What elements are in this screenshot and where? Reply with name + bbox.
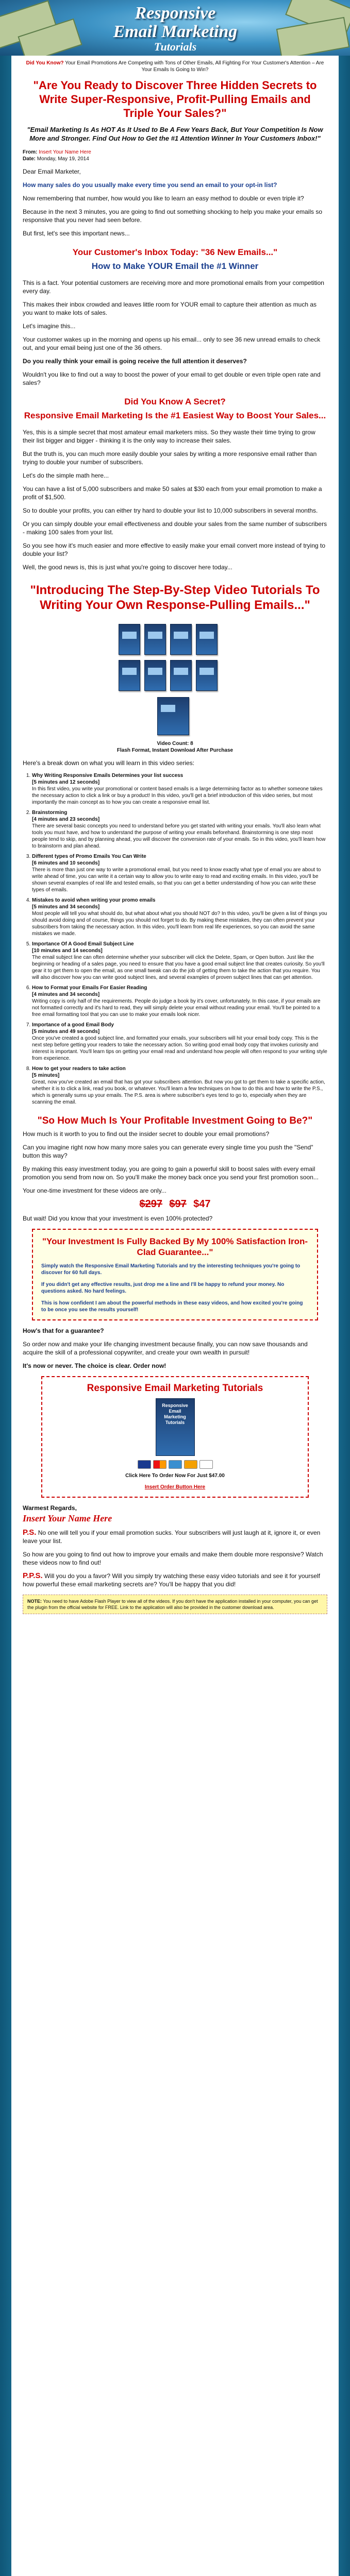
amex-card-icon [169,1460,182,1469]
price-para: Your one-time investment for these videos are only... [23,1187,166,1194]
order-cta-text: Click Here To Order Now For Just $47.00 [125,1473,225,1479]
closing-cta: It's now or never. The choice is clear. Order now! [23,1362,166,1369]
guarantee-para: If you didn't get any effective results, just drop me a line and I'll be happy to refund your money. No questions asked. No hard feelings. [41,1282,285,1294]
price-para: How much is it worth to you to find out the insider secret to double your email promotions? [23,1130,270,1138]
header-banner [0,0,350,56]
video-duration: [5 minutes and 49 seconds] [32,1029,100,1035]
dvd-case [170,660,192,691]
video-title: Different types of Promo Emails You Can Write [32,854,146,859]
video-title: Mistakes to avoid when writing your promo emails [32,897,156,903]
dvd-case [196,660,218,691]
inbox-section-subhead: How to Make YOUR Email the #1 Winner [91,261,259,271]
date-label: Date: [23,156,36,162]
ps-para: So how are you going to find out how to improve your emails and make them double more responsive? Watch these videos now to find out! [23,1551,323,1566]
video-duration: [4 minutes and 23 seconds] [32,817,100,822]
video-item [32,1065,327,1106]
dvd-case [144,624,166,655]
paypal-icon [199,1460,213,1469]
discover-card-icon [184,1460,197,1469]
inbox-para: This makes their inbox crowded and leaves little room for YOUR email to capture their attention as much as you want to make lots of sales. [23,301,317,316]
video-item [32,1022,327,1062]
pps-label: P.P.S. [23,1571,43,1580]
secret-para: Yes, this is a simple secret that most amateur email marketers miss. So they waste their time trying to grow their list bigger and bigger - thinking it is the only way to increase their sales. [23,429,315,444]
ps-text: No one will tell you if your email promotion sucks. Your subscribers will just laugh at it, ignore it, or even leave your list. [23,1529,321,1545]
order-box-head: Responsive Email Marketing Tutorials [87,1383,263,1394]
video-title: Importance Of A Good Email Subject Line [32,941,134,947]
caption-line-2: Flash Format, Instant Download After Purchase [116,748,234,753]
dvd-case [196,624,218,655]
video-desc: In this first video, you write your promotional or content based emails is a large determining factor as to whether someone takes the necessary action to click a link or buy a product! In this video, you'll get a brief introduction of this video series, but most importantly the main concept as to how you can create a responsive email list. [32,786,323,805]
title-line-2: Email Marketing [113,22,238,41]
video-item [32,897,327,937]
signature: Insert Your Name Here [23,1513,112,1523]
dvd-case [170,624,192,655]
video-duration: [5 minutes and 34 seconds] [32,904,100,910]
inbox-section-head: Your Customer's Inbox Today: "36 New Emails..." [72,247,278,257]
title-line-1: Responsive [135,4,216,23]
product-intro-head: "Introducing The Step-By-Step Video Tutorials To Writing Your Own Response-Pulling Emails..." [30,583,320,612]
price-section-head: "So How Much Is Your Profitable Investment Going to Be?" [37,1115,313,1126]
price-para: Can you imagine right now how many more sales you can generate every single time you push the "Send" button this way? [23,1144,313,1159]
video-duration: [5 minutes and 12 seconds] [32,779,100,785]
video-desc: The email subject line can often determine whether your subscriber will click the Delete, Spam, or Open button. Just like the beginning or heading of a sales page, you need to ensure that you have a good email subject line that creates curiosity. So you'll gear it to get them to open the email, as one small tweak can do the job of getting them to take the action that you require. You will also discover how you can write good subject lines, and several examples of proven subject lines that can get attention. [32,955,325,980]
intro-para: But first, let's see this important news... [23,230,130,237]
title-line-3: Tutorials [154,40,197,53]
video-title: Why Writing Responsive Emails Determines your list success [32,773,184,778]
ps-para [23,1529,327,1545]
video-duration: [5 minutes] [32,1073,60,1078]
pps-text: Will you do you a favor? Will you simply try watching these easy video tutorials and see it for yourself how powerful these email marketing secrets are? You'll be happy that you did! [23,1572,320,1588]
video-desc: Writing copy is only half of the requirements. People do judge a book by it's cover, unfortunately. In this case, if your emails are not formatted correctly and it's hard to read, they will simply delete your email without reading your email. You'll be pointed to a free email formatting tool that you can use to make your emails look nicer. [32,998,321,1018]
top-note-lead: Did You Know? [26,60,64,66]
product-box-image [156,1398,195,1456]
video-title: Brainstorming [32,810,68,816]
sub-headline: "Email Marketing Is As HOT As It Used to Be A Few Years Back, But Your Competition Is Now More and Stronger. Find Out How to Get the #1 Attention Winner In Your Customers Inbox!" [27,126,323,142]
video-desc: There is more than just one way to write a promotional email, but you need to know exactly what type of email you are about to write ahead of time, you can write it a certain way to allow you to write easy to read and exciting emails. In this video, you'll be shown several examples of real life and tested emails, so that you can get a better understanding of how you can write these types of emails. [32,867,321,893]
dvd-case [119,624,140,655]
video-item [32,772,327,806]
secret-section-subhead: Responsive Email Marketing Is the #1 Easiest Way to Boost Your Sales... [24,411,326,420]
video-desc: Most people will tell you what should do, but what about what you should NOT do? In this video, you'll be given a list of things you should avoid doing and of course, things you should not forget to do. By making these mistakes, they can often prevent your subscribers from taking the necessary action. In this video, you'll learn from real life experiences, so you can avoid the same mistakes we made. [32,911,327,937]
from-value: Insert Your Name Here [39,149,91,155]
guarantee-para: This is how confident I am about the powerful methods in these easy videos, and how excited you're going to be once you see the results yourself! [41,1300,303,1313]
mastercard-icon [153,1460,166,1469]
old-price: $297 [139,1198,163,1210]
sales-letter [11,56,339,2576]
inbox-para: Your customer wakes up in the morning and opens up his email... only to see 36 new unread emails to check out, and your email being just one of the 36 others. [23,336,321,351]
video-desc: There are several basic concepts you need to understand before you get started with writing your emails. You'll also learn what tools you must have, and how to understand the purpose of writing your emails beforehand. Brainstorming is one step most people tend to skip, and by planning ahead, you will discover the conversion rate of your emails. So in this video, you'll learn how to brainstorm and plan ahead. [32,823,326,849]
inbox-para: Let's imagine this... [23,323,76,330]
date-value: Monday, May 19, 2014 [37,156,89,162]
note-text: You need to have Adobe Flash Player to view all of the videos. If you don't have the application installed in your computer, you can get the plugin from the official website for FREE. Link to the application will also be provided in the customer download area. [27,1599,318,1610]
product-boxes-image [108,619,242,737]
secret-para: You can have a list of 5,000 subscribers and make 50 sales at $30 each from your email promotion to make a profit of $1,500. [23,485,322,501]
inbox-para: This is a fact. Your potential customers are receiving more and more promotional emails from your competition every day. [23,279,324,295]
dvd-case [144,660,166,691]
video-item [32,809,327,850]
secret-para: So to double your profits, you can either try hard to double your list to 10,000 subscribers in several months. [23,507,318,514]
video-item [32,941,327,981]
flash-note [23,1595,327,1614]
note-label: NOTE: [27,1599,42,1604]
visa-card-icon [138,1460,151,1469]
video-title: Importance of a good Email Body [32,1022,114,1028]
intro-para: Because in the next 3 minutes, you are going to find out something shocking to help you make your emails so responsive that you never had seen before. [23,208,323,224]
video-list [23,772,327,1106]
secret-para: Well, the good news is, this is just what you're going to discover here today... [23,564,232,571]
order-button-link[interactable]: Insert Order Button Here [144,1484,206,1490]
inbox-para: Do you really think your email is going receive the full attention it deserves? [23,358,247,365]
payment-cards [47,1460,303,1469]
old-price-2: $97 [169,1198,187,1210]
order-box [41,1376,309,1498]
pps-para [23,1572,327,1588]
guarantee-para: Simply watch the Responsive Email Marketing Tutorials and try the interesting techniques you're going to discover for 60 full days. [41,1263,301,1276]
closing-para: So order now and make your life changing investment because finally, you can now save thousands and acquire the skill of a professional copywriter, and create your own wealth in pursuit! [23,1341,308,1356]
price-display [23,1200,327,1209]
closing-question: How's that for a guarantee? [23,1327,104,1334]
dvd-case [119,660,140,691]
video-desc: Once you've created a good subject line, and formatted your emails, your subscribers will hit your email body copy. This is the next step before getting your readers to take the necessary action. So writing good email body copy that invokes curiosity and interest is important. You'll learn tips on getting your email read and understand how people will often respond to your writing style from experience. [32,1036,327,1061]
video-item [32,985,327,1018]
video-item [32,853,327,893]
intro-para: Dear Email Marketer, [23,168,81,175]
price-after: But wait! Did you know that your investment is even 100% protected? [23,1215,213,1222]
video-duration: [4 minutes and 34 seconds] [32,992,100,997]
product-box-label: Responsive Email Marketing Tutorials [162,1403,188,1425]
from-label: From: [23,149,38,155]
videos-lead: Here's a break down on what you will learn in this video series: [23,759,195,767]
video-desc: Great, now you've created an email that has got your subscribers attention. But now you got to get them to take a specific action, whether it is to click a link, read you book, or whatever. You'll learn a few techniques on how to do this and how to write the P.S., which is generally sums up your emails. The P.S. area is where subscriber's eyes tend to go to, especially when they are scanning the email. [32,1079,325,1105]
video-title: How to Format your Emails For Easier Reading [32,985,147,991]
main-headline: "Are You Ready to Discover Three Hidden Secrets to Write Super-Responsive, Profit-Pulling Emails and Triple Your Sales?" [33,79,317,120]
signoff-line: Warmest Regards, [23,1504,77,1512]
money-bill-decoration [276,17,349,56]
video-title: How to get your readers to take action [32,1066,126,1072]
video-duration: [10 minutes and 14 seconds] [32,948,103,954]
secret-para: Let's do the simple math here... [23,472,109,479]
ps-label: P.S. [23,1528,37,1537]
new-price: $47 [193,1198,211,1210]
letter-meta [23,149,327,162]
dvd-case [157,697,189,735]
product-caption [23,740,327,754]
guarantee-box [32,1229,318,1320]
caption-line-1: Video Count: 8 [157,741,193,747]
secret-para: So you see how it's much easier and more effective to easily make your email convert more instead of trying to double your list? [23,542,326,557]
secret-section-head: Did You Know A Secret? [124,397,226,406]
guarantee-head: "Your Investment Is Fully Backed By My 100% Satisfaction Iron-Clad Guarantee..." [42,1236,308,1257]
site-title [77,4,273,41]
intro-para: How many sales do you usually make every time you send an email to your opt-in list? [23,181,277,189]
top-note [23,60,327,73]
top-note-text: Your Email Promotions Are Competing with Tons of Other Emails, All Fighting For Your Customer's Attention – Are Your Emails Is Going to Win? [65,60,324,73]
video-duration: [6 minutes and 10 seconds] [32,860,100,866]
price-para: By making this easy investment today, you are going to gain a powerful skill to boost sales with every email promotion you send from now on. So you'll make the money back once you send your first promotion soon... [23,1165,319,1181]
intro-para: Now remembering that number, how would you like to learn an easy method to double or even triple it? [23,195,304,202]
inbox-para: Wouldn't you like to find out a way to boost the power of your email to get double or even triple open rate and sales? [23,371,321,386]
secret-para: But the truth is, you can much more easily double your sales by writing a more responsive email rather than trying to double your number of subscribers. [23,450,317,466]
secret-para: Or you can simply double your email effectiveness and double your sales from the same number of subscribers - making 100 sales from your list. [23,520,327,536]
